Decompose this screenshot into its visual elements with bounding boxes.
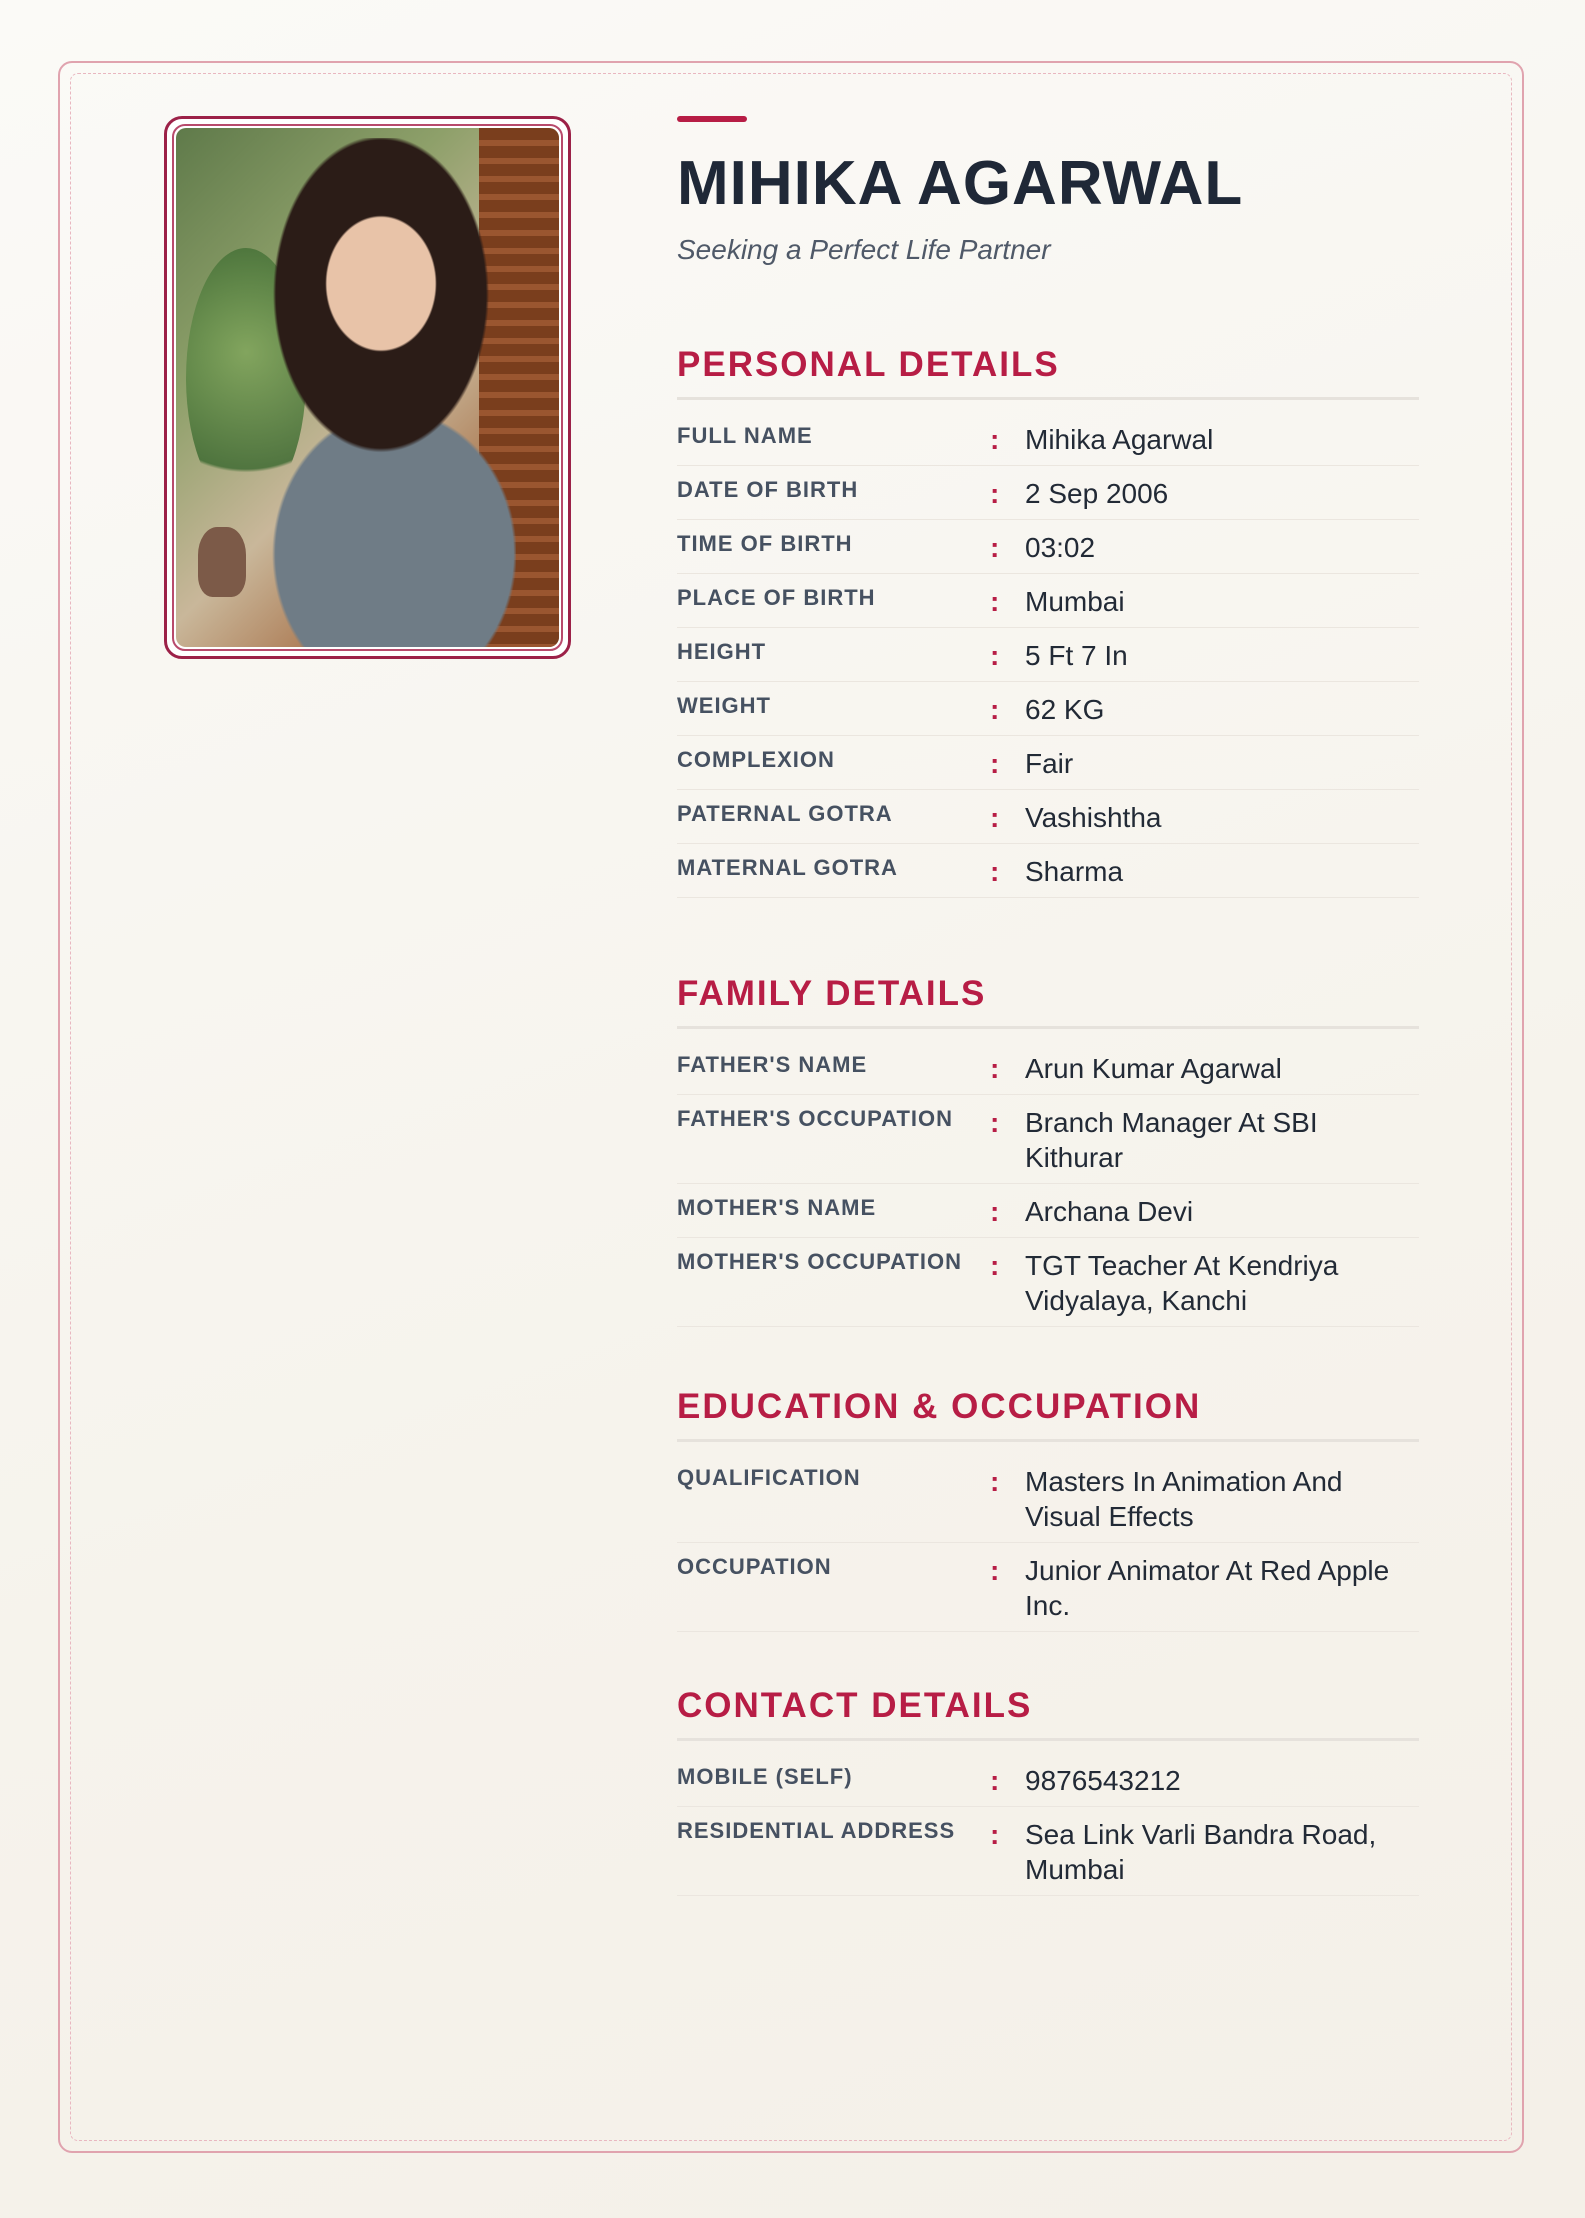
detail-value: Branch Manager At SBI Kithurar — [1025, 1107, 1318, 1173]
detail-label: OCCUPATION — [677, 1554, 832, 1579]
detail-row — [677, 1753, 1419, 1807]
section-divider — [677, 1439, 1419, 1442]
detail-label: RESIDENTIAL ADDRESS — [677, 1818, 956, 1843]
detail-row — [677, 628, 1419, 682]
detail-row — [677, 1543, 1419, 1632]
photo-background-pot — [198, 527, 246, 597]
section-divider — [677, 1738, 1419, 1741]
detail-row — [677, 1454, 1419, 1543]
title-accent-bar — [677, 116, 747, 122]
detail-label: WEIGHT — [677, 693, 771, 718]
contact-details-section — [677, 1684, 1419, 1896]
detail-label: QUALIFICATION — [677, 1465, 861, 1490]
detail-separator: : — [990, 1466, 1000, 1497]
detail-label: MATERNAL GOTRA — [677, 855, 898, 880]
detail-row — [677, 1807, 1419, 1896]
detail-value: Fair — [1025, 748, 1074, 779]
detail-value: Arun Kumar Agarwal — [1025, 1053, 1282, 1084]
detail-label: COMPLEXION — [677, 747, 835, 772]
education-occupation-section — [677, 1385, 1419, 1632]
section-divider — [677, 1026, 1419, 1029]
family-details-rows — [677, 1041, 1419, 1327]
detail-value: Vashishtha — [1025, 802, 1162, 833]
detail-separator: : — [990, 586, 1000, 617]
profile-photo — [176, 128, 559, 647]
detail-label: PATERNAL GOTRA — [677, 801, 893, 826]
detail-value: 5 Ft 7 In — [1025, 640, 1128, 671]
detail-separator: : — [990, 478, 1000, 509]
section-title-contact: CONTACT DETAILS — [677, 1686, 1033, 1725]
detail-label: DATE OF BIRTH — [677, 477, 859, 502]
family-details-section — [677, 972, 1419, 1327]
detail-label: MOTHER'S NAME — [677, 1195, 877, 1220]
detail-separator: : — [990, 1250, 1000, 1281]
section-title-education: EDUCATION & OCCUPATION — [677, 1387, 1202, 1426]
section-title-personal: PERSONAL DETAILS — [677, 345, 1060, 384]
detail-row — [677, 1095, 1419, 1184]
detail-separator: : — [990, 1196, 1000, 1227]
detail-value: Sea Link Varli Bandra Road, Mumbai — [1025, 1819, 1377, 1885]
personal-details-rows — [677, 412, 1419, 898]
detail-row — [677, 466, 1419, 520]
detail-value: Junior Animator At Red Apple Inc. — [1025, 1555, 1390, 1621]
section-title-family: FAMILY DETAILS — [677, 974, 987, 1013]
detail-value: TGT Teacher At Kendriya Vidyalaya, Kanchi — [1025, 1250, 1339, 1316]
detail-value: 9876543212 — [1025, 1765, 1181, 1796]
detail-value: Mumbai — [1025, 586, 1125, 617]
detail-row — [677, 1184, 1419, 1238]
detail-separator: : — [990, 748, 1000, 779]
detail-separator: : — [990, 694, 1000, 725]
detail-value: 03:02 — [1025, 532, 1096, 563]
profile-photo-frame — [164, 116, 571, 659]
detail-row — [677, 844, 1419, 898]
detail-label: MOBILE (SELF) — [677, 1764, 853, 1789]
personal-details-section — [677, 343, 1419, 898]
detail-separator: : — [990, 1107, 1000, 1138]
detail-label: FATHER'S NAME — [677, 1052, 868, 1077]
detail-value: Archana Devi — [1025, 1196, 1194, 1227]
detail-row — [677, 574, 1419, 628]
detail-separator: : — [990, 532, 1000, 563]
profile-tagline: Seeking a Perfect Life Partner — [677, 234, 1051, 265]
detail-label: FATHER'S OCCUPATION — [677, 1106, 954, 1131]
detail-separator: : — [990, 424, 1000, 455]
detail-separator: : — [990, 640, 1000, 671]
detail-row — [677, 682, 1419, 736]
detail-value: Mihika Agarwal — [1025, 424, 1214, 455]
detail-value: 62 KG — [1025, 694, 1105, 725]
photo-subject — [246, 138, 516, 647]
detail-separator: : — [990, 856, 1000, 887]
detail-label: FULL NAME — [677, 423, 813, 448]
detail-row — [677, 1238, 1419, 1327]
detail-separator: : — [990, 1819, 1000, 1850]
detail-row — [677, 412, 1419, 466]
detail-row — [677, 520, 1419, 574]
section-divider — [677, 397, 1419, 400]
contact-details-rows — [677, 1753, 1419, 1896]
detail-row — [677, 1041, 1419, 1095]
detail-value: Sharma — [1025, 856, 1124, 887]
detail-label: TIME OF BIRTH — [677, 531, 853, 556]
education-occupation-rows — [677, 1454, 1419, 1632]
detail-separator: : — [990, 1555, 1000, 1586]
detail-row — [677, 790, 1419, 844]
detail-separator: : — [990, 1053, 1000, 1084]
detail-label: PLACE OF BIRTH — [677, 585, 876, 610]
detail-label: MOTHER'S OCCUPATION — [677, 1249, 962, 1274]
detail-separator: : — [990, 1765, 1000, 1796]
detail-row — [677, 736, 1419, 790]
detail-value: 2 Sep 2006 — [1025, 478, 1169, 509]
detail-separator: : — [990, 802, 1000, 833]
detail-value: Masters In Animation And Visual Effects — [1025, 1466, 1343, 1532]
detail-label: HEIGHT — [677, 639, 767, 664]
profile-name: MIHIKA AGARWAL — [677, 149, 1244, 218]
